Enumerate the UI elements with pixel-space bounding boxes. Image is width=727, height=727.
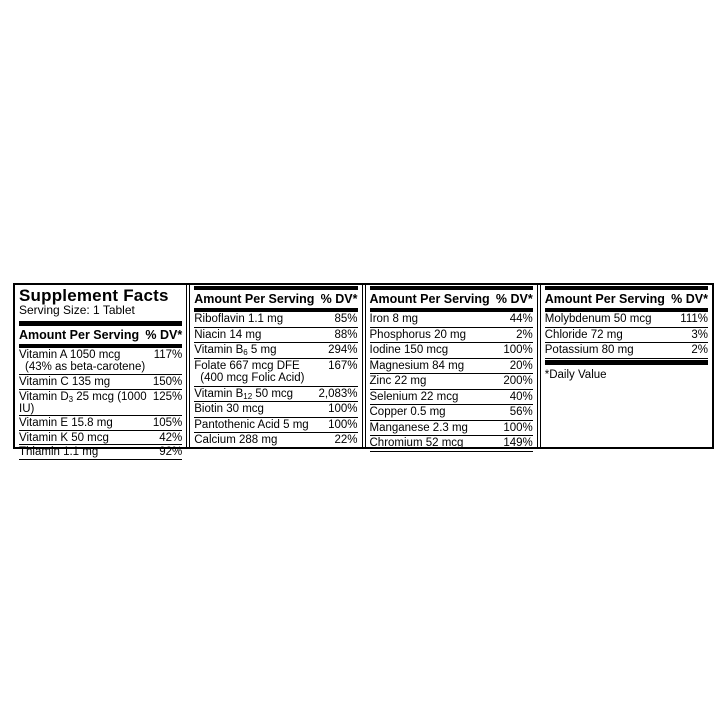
nutrient-dv: 88% <box>334 328 358 341</box>
nutrient-name: Vitamin B <box>194 387 244 400</box>
nutrient-name-wrap <box>194 419 324 432</box>
nutrient-dv: 56% <box>509 406 533 418</box>
supplement-facts-title: Supplement Facts <box>19 286 169 305</box>
nutrient-dv: 105% <box>152 417 183 429</box>
nutrient-rows <box>545 312 708 359</box>
nutrient-name: Folate 667 mcg DFE <box>194 359 300 372</box>
nutrient-name-wrap <box>194 403 324 416</box>
nutrient-name-wrap <box>370 391 506 404</box>
nutrient-row <box>370 436 533 452</box>
nutrient-name-wrap <box>370 437 500 450</box>
nutrient-name-subscript: 3 <box>68 394 74 404</box>
nutrient-name: Vitamin B <box>194 344 244 356</box>
nutrient-name-wrap <box>545 329 688 342</box>
nutrient-row <box>194 387 357 403</box>
nutrient-rows <box>194 312 357 449</box>
nutrient-name: Niacin 14 mg <box>194 328 262 341</box>
nutrient-name-wrap <box>370 344 500 357</box>
nutrient-dv: 125% <box>152 390 183 403</box>
nutrient-dv: 294% <box>328 344 358 356</box>
nutrient-name: Riboflavin 1.1 mg <box>194 313 284 325</box>
nutrient-name: Iron 8 mg <box>369 313 419 325</box>
percent-dv-header: % DV* <box>495 292 533 306</box>
nutrient-name: Potassium 80 mg <box>544 344 634 356</box>
nutrient-name: 50 mcg <box>252 387 294 400</box>
percent-dv-header: % DV* <box>320 292 358 306</box>
nutrient-name-subscript: 12 <box>243 391 253 401</box>
nutrient-dv: 44% <box>509 313 533 325</box>
amount-per-serving-header: Amount Per Serving <box>19 328 140 342</box>
nutrient-name: Vitamin D <box>19 390 69 403</box>
nutrient-row <box>545 312 708 328</box>
nutrient-name-wrap <box>194 344 324 357</box>
nutrient-dv: 100% <box>328 418 358 431</box>
nutrient-name: Pantothenic Acid 5 mg <box>194 418 309 431</box>
nutrient-name: 25 mcg (1000 IU) <box>19 390 147 415</box>
nutrient-row <box>19 390 182 417</box>
nutrient-row <box>370 328 533 344</box>
facts-column-3 <box>366 285 537 447</box>
nutrient-dv: 117% <box>153 349 183 361</box>
nutrient-row <box>370 390 533 406</box>
amount-per-serving-header: Amount Per Serving <box>544 292 665 306</box>
nutrient-row <box>194 328 357 344</box>
nutrient-row <box>19 416 182 431</box>
amount-per-serving-header: Amount Per Serving <box>369 292 490 306</box>
nutrient-name: Copper 0.5 mg <box>369 406 446 418</box>
column-header <box>370 290 533 308</box>
nutrient-name-wrap <box>370 360 506 373</box>
nutrient-name: Biotin 30 mcg <box>194 403 264 415</box>
nutrient-dv: 2,083% <box>318 387 358 400</box>
nutrient-dv: 85% <box>334 313 358 325</box>
nutrient-name-wrap <box>370 329 513 342</box>
nutrient-row <box>19 445 182 460</box>
nutrient-name-wrap <box>19 446 155 458</box>
separator-bar <box>545 360 708 365</box>
nutrient-row <box>19 431 182 446</box>
nutrient-dv: 2% <box>516 328 533 341</box>
nutrient-dv: 22% <box>334 434 358 446</box>
facts-column-2 <box>190 285 361 447</box>
nutrient-name: Calcium 288 mg <box>194 434 278 446</box>
nutrient-rows <box>19 348 182 460</box>
nutrient-name: Vitamin C 135 mg <box>19 376 111 388</box>
nutrient-note: (43% as beta-carotene) <box>25 361 146 373</box>
percent-dv-header: % DV* <box>145 328 183 342</box>
nutrient-dv: 42% <box>159 431 183 444</box>
nutrient-name: Selenium 22 mcg <box>369 390 459 403</box>
nutrient-row <box>370 405 533 421</box>
nutrient-name-wrap <box>545 313 677 326</box>
nutrient-name: Zinc 22 mg <box>369 375 427 387</box>
nutrient-name: Phosphorus 20 mg <box>369 328 467 341</box>
nutrient-name: Vitamin E 15.8 mg <box>19 417 113 429</box>
serving-size: Serving Size: 1 Tablet <box>19 303 135 317</box>
nutrient-row <box>370 343 533 359</box>
nutrient-name-wrap <box>545 344 688 357</box>
nutrient-name-wrap <box>194 360 324 385</box>
nutrient-name-wrap <box>370 422 500 435</box>
column-header <box>545 290 708 308</box>
nutrient-row <box>194 312 357 328</box>
nutrient-name-subscript: 6 <box>243 348 248 357</box>
nutrient-name-wrap <box>19 376 149 388</box>
nutrient-row <box>19 375 182 390</box>
percent-dv-header: % DV* <box>671 292 708 306</box>
nutrient-row <box>370 312 533 328</box>
nutrient-name: Chromium 52 mcg <box>369 437 464 449</box>
nutrient-note: (400 mcg Folic Acid) <box>200 372 305 384</box>
nutrient-name-wrap <box>19 432 155 444</box>
daily-value-footnote: *Daily Value <box>544 368 607 381</box>
nutrient-row <box>194 359 357 387</box>
nutrient-name: Iodine 150 mcg <box>369 344 449 356</box>
nutrient-row <box>19 348 182 375</box>
nutrient-name-wrap <box>194 388 314 401</box>
facts-column-1 <box>15 285 186 458</box>
nutrient-dv: 20% <box>509 359 533 372</box>
supplement-facts-panel <box>13 283 714 458</box>
nutrient-row <box>194 418 357 434</box>
nutrient-dv: 149% <box>503 437 533 449</box>
nutrient-row <box>545 328 708 344</box>
nutrient-dv: 111% <box>680 313 708 325</box>
nutrient-row <box>370 359 533 375</box>
nutrient-rows <box>370 312 533 452</box>
nutrient-row <box>194 433 357 449</box>
nutrient-row <box>194 343 357 359</box>
column-header <box>19 326 182 344</box>
nutrient-name: 5 mg <box>247 344 277 356</box>
nutrient-name: Chloride 72 mg <box>544 328 623 341</box>
facts-column-4 <box>541 285 712 447</box>
nutrient-name-wrap <box>370 313 506 326</box>
nutrient-dv: 100% <box>328 403 358 415</box>
nutrient-name-wrap <box>194 313 330 326</box>
nutrient-name-wrap <box>194 434 330 447</box>
nutrient-name: Manganese 2.3 mg <box>369 421 468 434</box>
nutrient-name-wrap <box>194 329 330 342</box>
nutrient-dv: 40% <box>509 390 533 403</box>
nutrient-dv: 167% <box>328 359 358 372</box>
nutrient-dv: 200% <box>503 375 533 387</box>
nutrient-dv: 100% <box>503 344 533 356</box>
nutrient-row <box>194 402 357 418</box>
nutrient-name: Vitamin K 50 mcg <box>19 431 109 444</box>
nutrient-row <box>370 374 533 390</box>
nutrient-name: Thiamin 1.1 mg <box>19 446 99 458</box>
nutrient-name-wrap <box>19 391 149 415</box>
nutrient-name-wrap <box>370 375 500 388</box>
nutrient-row <box>370 421 533 437</box>
nutrient-name-wrap <box>370 406 506 419</box>
nutrient-name: Magnesium 84 mg <box>369 359 465 372</box>
column-header <box>194 290 357 308</box>
nutrient-dv: 100% <box>503 421 533 434</box>
nutrient-name: Molybdenum 50 mcg <box>544 313 652 325</box>
nutrient-dv: 3% <box>691 328 708 341</box>
nutrient-name: Vitamin A 1050 mcg <box>19 349 121 361</box>
nutrient-name-wrap <box>19 349 150 374</box>
nutrient-dv: 2% <box>691 344 708 356</box>
nutrient-dv: 92% <box>159 446 183 458</box>
nutrient-dv: 150% <box>152 376 183 388</box>
amount-per-serving-header: Amount Per Serving <box>194 292 315 306</box>
nutrient-row <box>545 343 708 359</box>
nutrient-name-wrap <box>19 417 149 429</box>
